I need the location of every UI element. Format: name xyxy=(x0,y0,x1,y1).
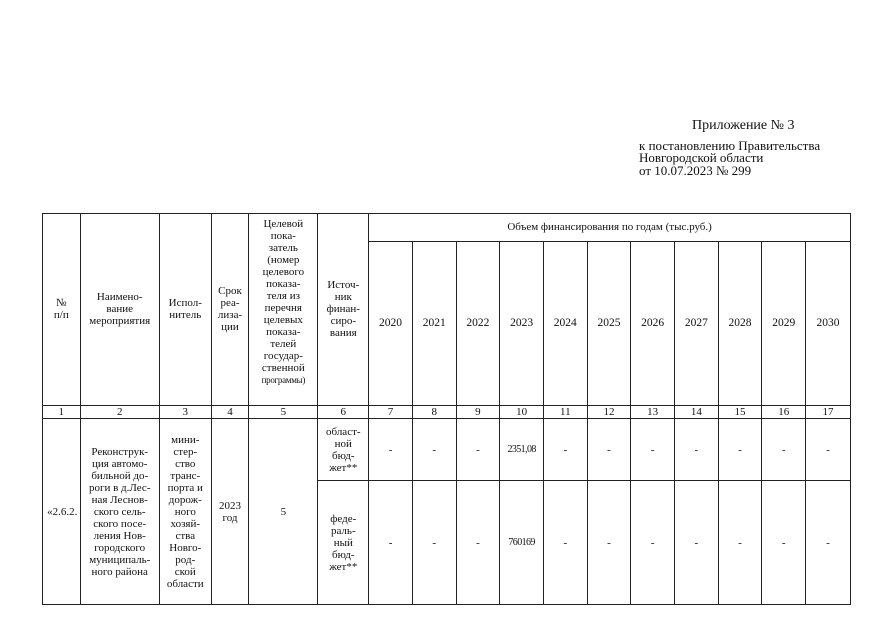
column-number: 4 xyxy=(211,405,249,418)
value-cell: - xyxy=(762,481,806,605)
column-number: 2 xyxy=(80,405,159,418)
value-cell: - xyxy=(543,419,587,481)
header-year: 2026 xyxy=(631,241,675,405)
column-number: 5 xyxy=(249,405,318,418)
column-number: 16 xyxy=(762,405,806,418)
header-year: 2021 xyxy=(412,241,456,405)
source-regional-budget: област- ной бюд- жет** xyxy=(318,419,369,481)
value-cell: - xyxy=(806,481,851,605)
column-number: 14 xyxy=(675,405,719,418)
header-target-indicator: Целевой пока- затель (номер целевого показа- теля из перечня целевых показа- телей государ- ственной программы) xyxy=(249,214,318,406)
value-cell: - xyxy=(412,481,456,605)
appendix-region-line: Новгородской области xyxy=(639,150,764,165)
value-cell: - xyxy=(718,481,762,605)
header-year: 2027 xyxy=(675,241,719,405)
column-number: 11 xyxy=(543,405,587,418)
value-cell: - xyxy=(543,481,587,605)
value-cell: - xyxy=(587,481,631,605)
implementation-term: 2023 год xyxy=(211,419,249,605)
header-financing: Объем финансирования по годам (тыс.руб.) xyxy=(369,214,851,242)
header-year: 2022 xyxy=(456,241,500,405)
column-number: 1 xyxy=(43,405,81,418)
value-cell: 760169 xyxy=(500,481,544,605)
value-cell: 2351,08 xyxy=(500,419,544,481)
header-year: 2025 xyxy=(587,241,631,405)
column-number: 10 xyxy=(500,405,544,418)
column-number: 6 xyxy=(318,405,369,418)
header-year: 2028 xyxy=(718,241,762,405)
header-year: 2020 xyxy=(369,241,413,405)
value-cell: - xyxy=(369,419,413,481)
target-indicator-value: 5 xyxy=(249,419,318,605)
column-number: 15 xyxy=(718,405,762,418)
column-number: 3 xyxy=(159,405,211,418)
appendix-title: Приложение № 3 xyxy=(692,118,795,133)
value-cell: - xyxy=(369,481,413,605)
event-name: Реконструк- ция автомо- бильной до- роги в д.Лес- ная Леснов- ского сель- ского посе- ления Нов- городского муниципаль- ного района xyxy=(80,419,159,605)
executor: мини- стер- ство транс- порта и дорож- ного хозяй- ства Новго- род- ской области xyxy=(159,419,211,605)
column-number: 12 xyxy=(587,405,631,418)
header-year: 2029 xyxy=(762,241,806,405)
value-cell: - xyxy=(587,419,631,481)
column-number: 17 xyxy=(806,405,851,418)
header-name: Наимено- вание мероприятия xyxy=(80,214,159,406)
header-year: 2030 xyxy=(806,241,851,405)
appendix-date-line: от 10.07.2023 № 299 xyxy=(639,163,752,178)
column-number: 9 xyxy=(456,405,500,418)
column-number: 13 xyxy=(631,405,675,418)
value-cell: - xyxy=(456,419,500,481)
financing-table xyxy=(42,213,851,605)
row-number: «2.6.2. xyxy=(43,419,81,605)
value-cell: - xyxy=(412,419,456,481)
header-year: 2024 xyxy=(543,241,587,405)
value-cell: - xyxy=(675,481,719,605)
value-cell: - xyxy=(762,419,806,481)
header-year: 2023 xyxy=(500,241,544,405)
header-executor: Испол- нитель xyxy=(159,214,211,406)
header-source: Источ- ник финан- сиро- вания xyxy=(318,214,369,406)
value-cell: - xyxy=(456,481,500,605)
value-cell: - xyxy=(631,481,675,605)
column-numbers-row xyxy=(43,405,851,418)
table-row-regional-budget xyxy=(43,419,851,481)
header-term: Срок реа- лиза- ции xyxy=(211,214,249,406)
value-cell: - xyxy=(631,419,675,481)
header-no: № п/п xyxy=(43,214,81,406)
value-cell: - xyxy=(675,419,719,481)
column-number: 7 xyxy=(369,405,413,418)
source-federal-budget: феде- раль- ный бюд- жет** xyxy=(318,481,369,605)
value-cell: - xyxy=(806,419,851,481)
appendix-decree-line: к постановлению Правительства xyxy=(639,138,821,153)
value-cell: - xyxy=(718,419,762,481)
column-number: 8 xyxy=(412,405,456,418)
